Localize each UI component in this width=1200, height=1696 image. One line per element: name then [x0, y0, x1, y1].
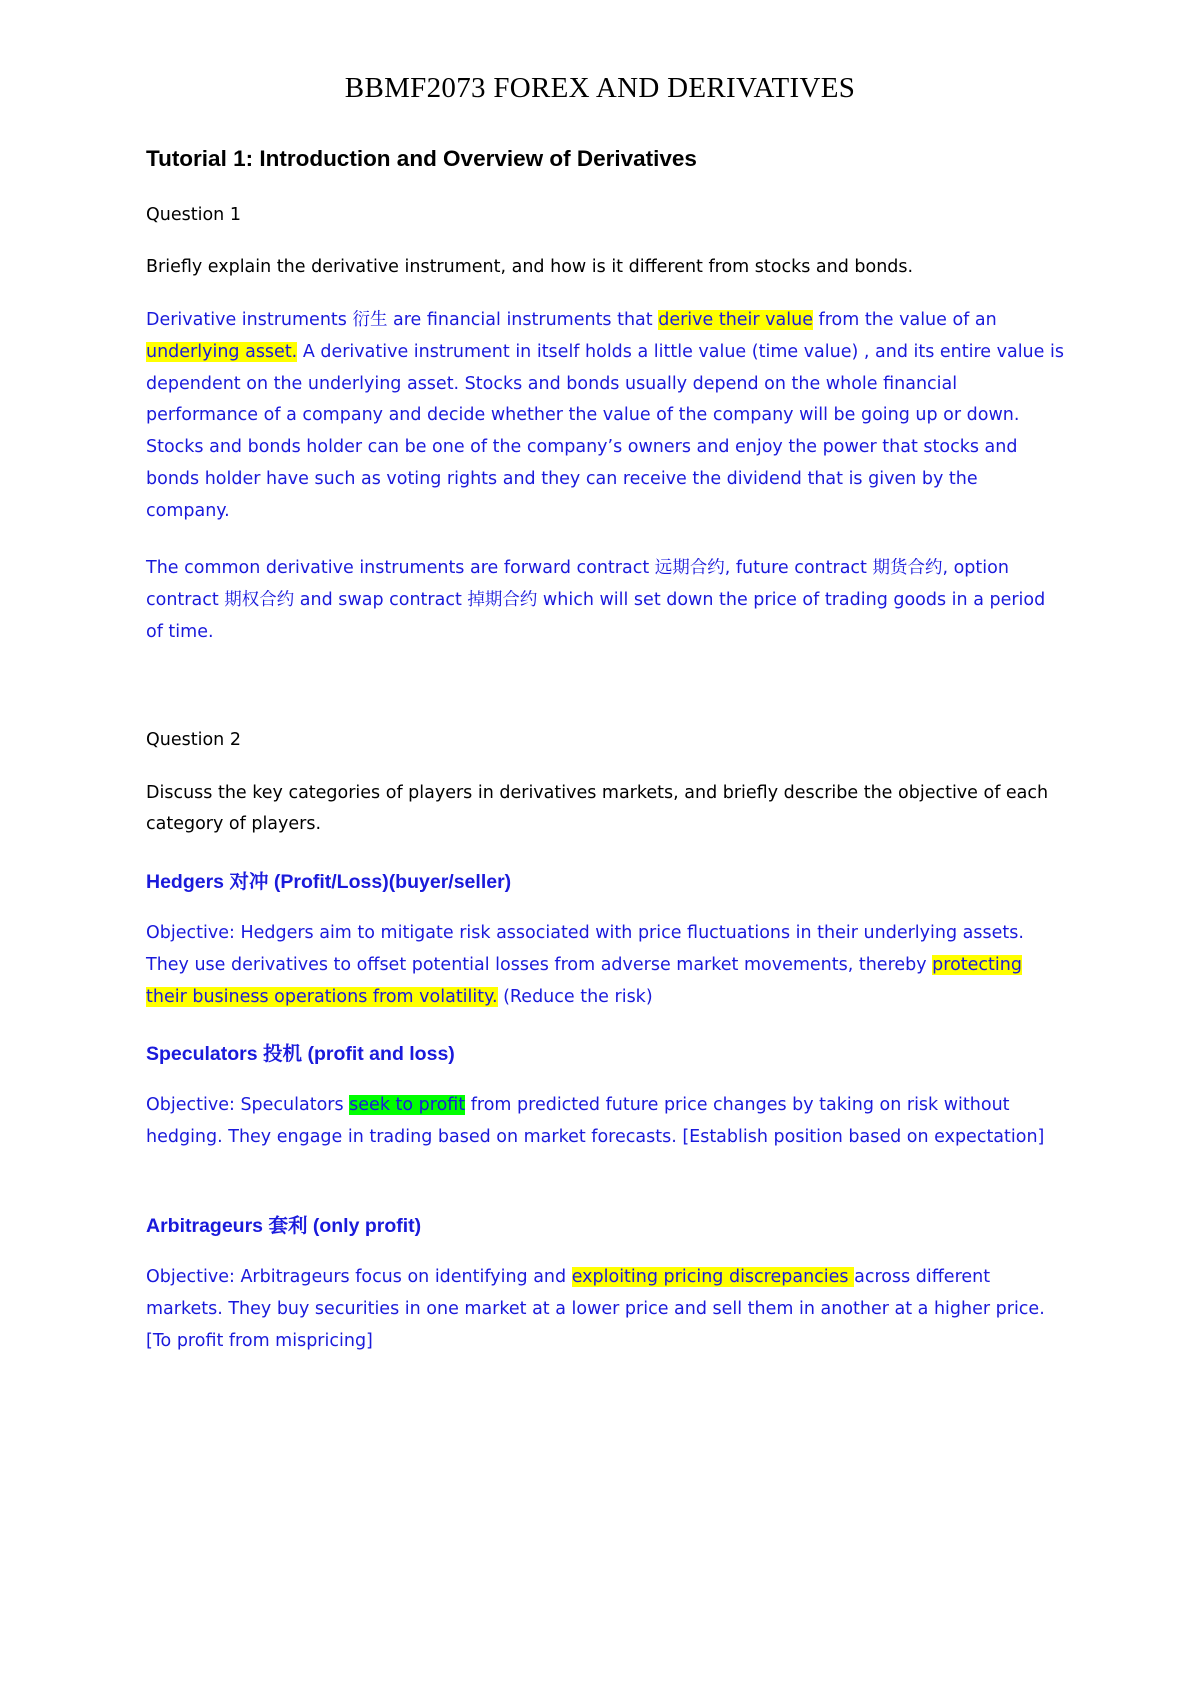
highlight-derive-their-value: derive their value	[658, 310, 813, 330]
answer-text: from the value of an	[812, 310, 997, 330]
highlight-underlying-asset: underlying asset.	[146, 341, 298, 362]
question-1-text: Briefly explain the derivative instrument, and how is it different from stocks and bonds.	[146, 257, 914, 277]
question-2-label: Question 2	[146, 730, 241, 750]
answer-text: Objective: Hedgers aim to mitigate risk associated with price fluctuations in their underlying assets. They use derivatives to offset potential losses from adverse market movements, thereby	[146, 923, 1024, 975]
speculators-heading: Speculators 投机 (profit and loss)	[146, 1043, 455, 1065]
answer-text: Objective: Arbitrageurs focus on identifying and	[146, 1267, 572, 1287]
answer-text: from predicted future price changes by taking on risk without hedging. They engage in trading based on market forecasts. [Establish position based on expectation]	[146, 1095, 1045, 1147]
speculators-objective	[146, 1090, 1066, 1154]
arbitrageurs-objective	[146, 1262, 1066, 1357]
answer-text: (Reduce the risk)	[497, 986, 653, 1007]
answer-text: across different markets. They buy securities in one market at a lower price and sell them in another at a higher price. [To profit from mispricing]	[146, 1267, 1045, 1351]
answer-text: Objective: Speculators	[146, 1095, 350, 1115]
arbitrageurs-heading: Arbitrageurs 套利 (only profit)	[146, 1215, 422, 1237]
hedgers-objective	[146, 918, 1066, 1013]
question-1-answer-paragraph-1	[146, 305, 1066, 528]
hedgers-heading: Hedgers 对冲 (Profit/Loss)(buyer/seller)	[146, 871, 512, 893]
question-1-answer-paragraph-2: The common derivative instruments are forward contract 远期合约, future contract 期货合约, option contract 期权合约 and swap contract 掉期合约 which will set down the price of trading goods in a period of time.	[146, 558, 1046, 642]
tutorial-heading: Tutorial 1: Introduction and Overview of Derivatives	[146, 146, 697, 171]
document-title: BBMF2073 FOREX AND DERIVATIVES	[344, 72, 856, 104]
highlight-exploiting-pricing: exploiting pricing discrepancies	[571, 1267, 855, 1287]
answer-text: A derivative instrument in itself holds a little value (time value) , and its entire value is dependent on the underlying asset. Stocks and bonds usually depend on the whole financial performance of a company and decide whether the value of the company will be going up or down. Stocks and bonds holder can be one of the company’s owners and enjoy the power that stocks and bonds holder have such as voting rights and they can receive the dividend that is given by the company.	[146, 341, 1064, 521]
question-2-text: Discuss the key categories of players in derivatives markets, and briefly describe the objective of each category of players.	[146, 783, 1049, 834]
question-1-label: Question 1	[146, 205, 241, 225]
highlight-protecting-business: protecting their business operations from volatility.	[146, 954, 1022, 1007]
highlight-seek-to-profit: seek to profit	[349, 1095, 466, 1115]
answer-text: Derivative instruments 衍生 are financial instruments that	[146, 310, 659, 330]
